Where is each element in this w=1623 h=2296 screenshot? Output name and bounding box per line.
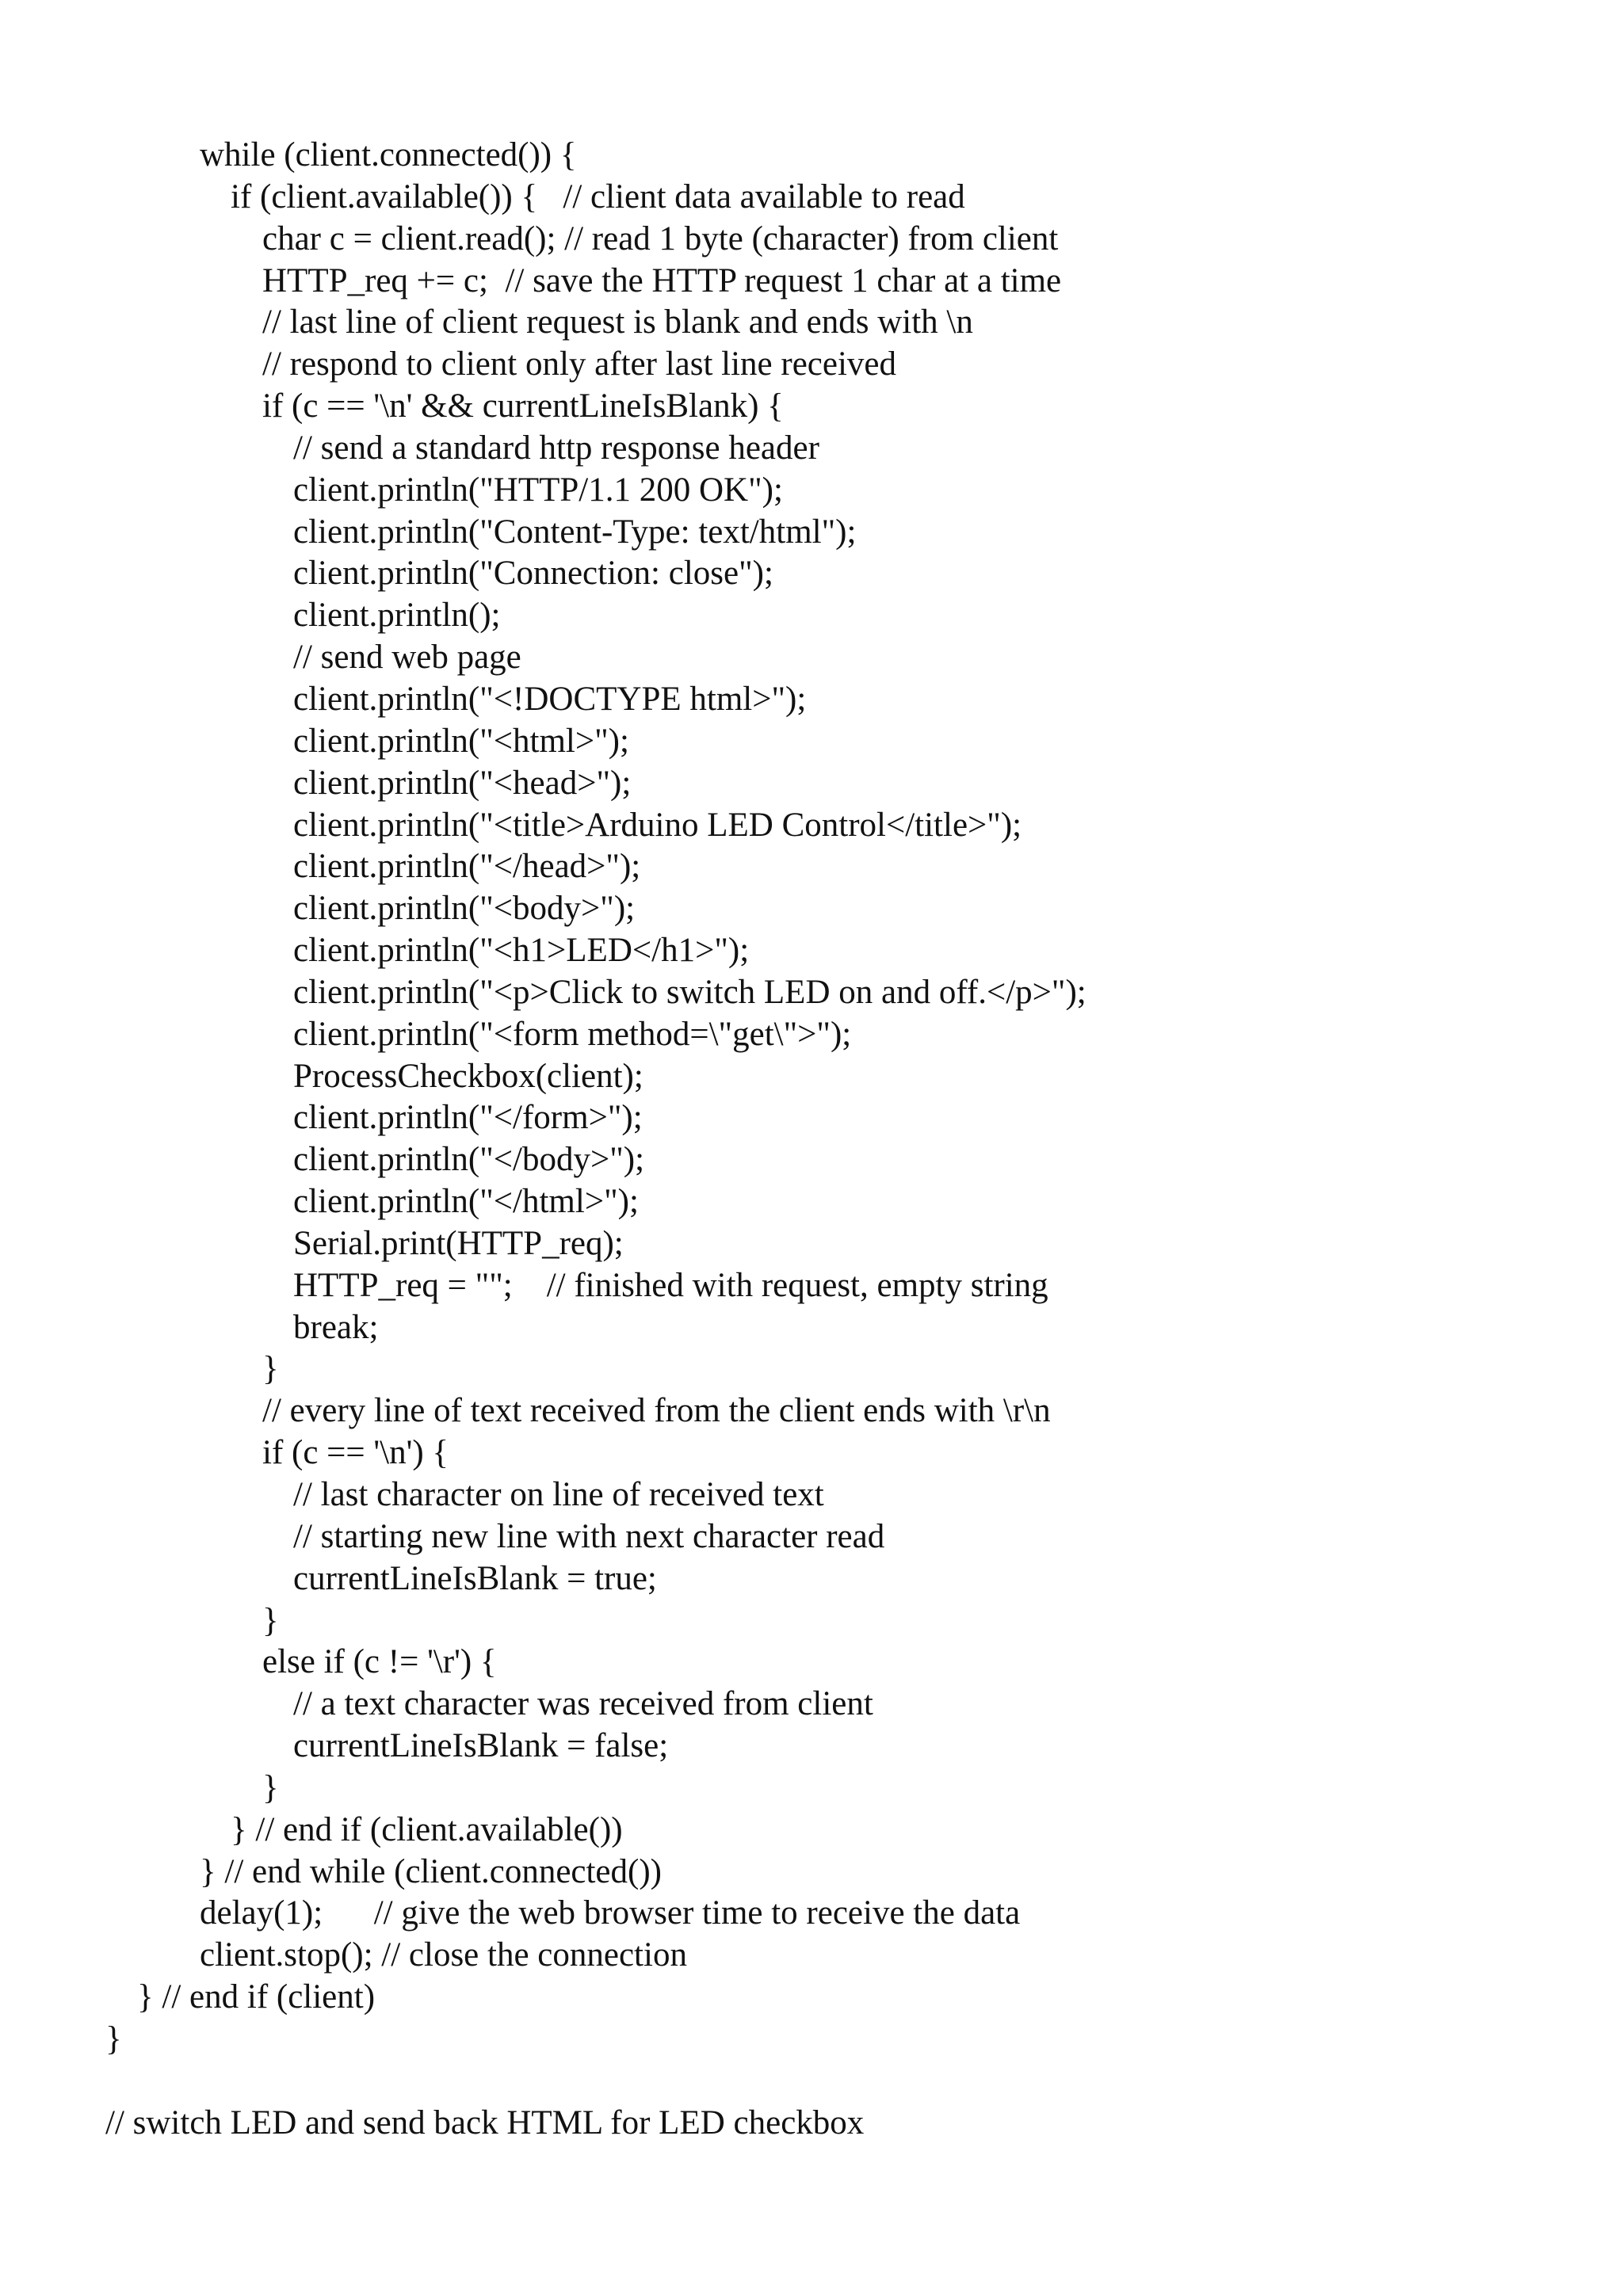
code-line: while (client.connected()) { xyxy=(200,136,577,174)
code-line: if (client.available()) { // client data available to read xyxy=(231,177,965,215)
code-line: client.println("HTTP/1.1 200 OK"); xyxy=(293,471,783,509)
code-listing xyxy=(105,135,1594,2145)
code-line: else if (c != '\r') { xyxy=(262,1643,497,1681)
code-line: client.println("<!DOCTYPE html>"); xyxy=(293,680,807,718)
code-line: client.println("<html>"); xyxy=(293,722,629,760)
code-line: HTTP_req = ""; // finished with request, empty string xyxy=(293,1266,1048,1304)
code-line: client.println("</form>"); xyxy=(293,1099,643,1137)
code-line: currentLineIsBlank = true; xyxy=(293,1559,657,1597)
code-line: } xyxy=(262,1601,279,1639)
code-line: client.println("<form method=\"get\">"); xyxy=(293,1015,852,1053)
code-line: } xyxy=(262,1350,279,1388)
code-line: client.println("</head>"); xyxy=(293,848,641,886)
code-line: // last character on line of received text xyxy=(293,1476,824,1513)
code-line: if (c == '\n' && currentLineIsBlank) { xyxy=(262,387,784,425)
code-line: } // end if (client.available()) xyxy=(231,1810,623,1848)
code-line: client.println("<head>"); xyxy=(293,764,632,802)
code-line-comment: // switch LED and send back HTML for LED checkbox xyxy=(105,2103,865,2142)
code-line: client.println("<title>Arduino LED Control</title>"); xyxy=(293,806,1022,844)
code-line: client.stop(); // close the connection xyxy=(200,1936,687,1974)
code-line: } xyxy=(105,2019,122,2058)
code-line: client.println("Connection: close"); xyxy=(293,555,773,593)
code-line: } xyxy=(262,1768,279,1806)
code-line: client.println("<h1>LED</h1>"); xyxy=(293,932,750,970)
code-line: // starting new line with next character read xyxy=(293,1517,885,1555)
code-line: client.println("<body>"); xyxy=(293,890,636,928)
code-line: currentLineIsBlank = false; xyxy=(293,1727,669,1765)
code-line: } // end while (client.connected()) xyxy=(200,1852,662,1890)
code-line: client.println("<p>Click to switch LED on and off.</p>"); xyxy=(293,973,1086,1011)
code-line: // last line of client request is blank and ends with \n xyxy=(262,303,973,341)
code-line: // a text character was received from client xyxy=(293,1685,873,1723)
code-line: client.println(); xyxy=(293,597,501,635)
code-line: client.println("Content-Type: text/html"); xyxy=(293,513,857,551)
code-line: client.println("</body>"); xyxy=(293,1141,645,1179)
code-line: if (c == '\n') { xyxy=(262,1434,449,1472)
code-line-blank xyxy=(105,2061,1594,2103)
code-line: HTTP_req += c; // save the HTTP request 1 char at a time xyxy=(262,261,1062,299)
code-line: client.println("</html>"); xyxy=(293,1183,639,1221)
code-line: } // end if (client) xyxy=(137,1978,376,2016)
code-line: // every line of text received from the client ends with \r\n xyxy=(262,1392,1051,1430)
code-line: break; xyxy=(293,1308,379,1346)
code-line: Serial.print(HTTP_req); xyxy=(293,1224,624,1262)
code-line: char c = client.read(); // read 1 byte (character) from client xyxy=(262,219,1059,257)
code-line: // send a standard http response header xyxy=(293,429,819,467)
code-line: // send web page xyxy=(293,639,521,677)
code-line: delay(1); // give the web browser time to receive the data xyxy=(200,1894,1021,1932)
code-line: // respond to client only after last line received xyxy=(262,345,896,383)
code-line: ProcessCheckbox(client); xyxy=(293,1057,643,1095)
